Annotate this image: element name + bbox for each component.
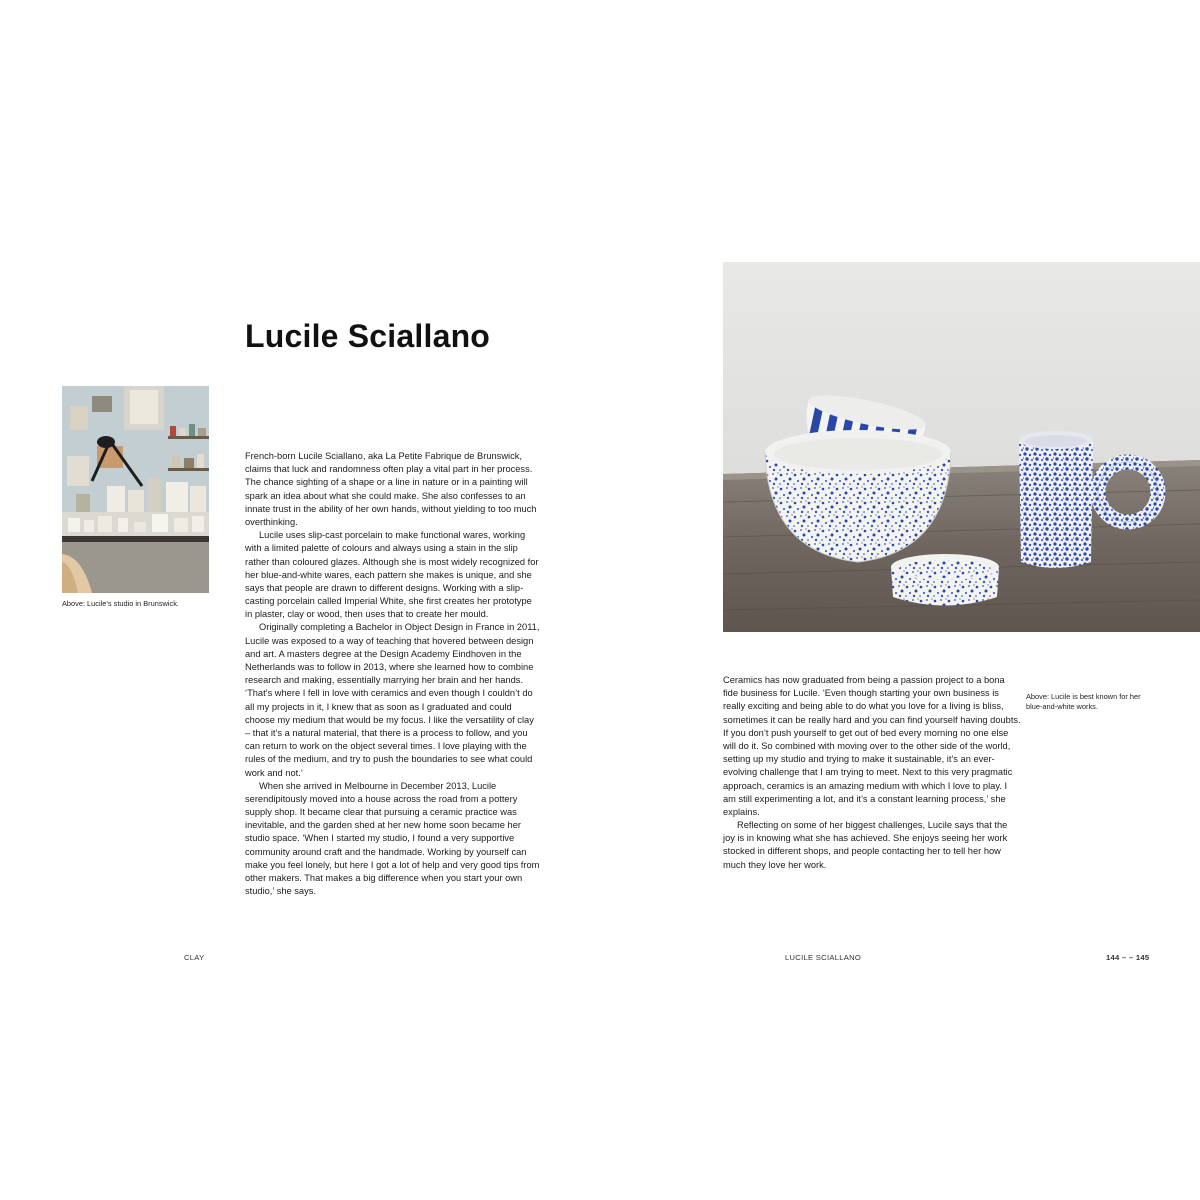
paragraph: French-born Lucile Sciallano, aka La Petite Fabrique de Brunswick, claims that luck and randomness often play a vital part in her process. The chance sighting of a shape or a line in nature or in a painting will spark an idea about what she could make. She also confesses to an innate trust in the ability of her own hands, without yielding to too much overthinking. <box>245 451 537 527</box>
right-body-column <box>723 674 1021 872</box>
article-title: Lucile Sciallano <box>245 318 491 354</box>
ceramics-photo-caption: Above: Lucile is best known for her blue-and-white works. <box>1026 692 1141 711</box>
left-body-column <box>245 450 540 898</box>
paragraph: Ceramics has now graduated from being a passion project to a bona fide business for Lucile. ‘Even though starting your own business is really exciting and being able to do what you love for a living is bliss, sometimes it can be really hard and you can find yourself having doubts. If you don’t push yourself to get out of bed every morning no one else will do it. So combined with moving over to the other side of the world, setting up my studio and trying to make it sustainable, it’s an ever-evolving challenge that I am trying to meet. Next to this very pragmatic approach, ceramics is an amazing medium with which I love to play. I am still experimenting a lot, and it’s a constant learning process,’ she explains. <box>723 675 1021 817</box>
paragraph: Reflecting on some of her biggest challenges, Lucile says that the joy is in knowing what she has achieved. She enjoys seeing her work stocked in different shops, and people contacting her to tell her how much they love her work. <box>723 820 1008 870</box>
ceramics-photo-illustration <box>723 262 1200 632</box>
footer-running-head: LUCILE SCIALLANO <box>785 953 862 962</box>
studio-photo <box>62 386 209 593</box>
paragraph: Originally completing a Bachelor in Object Design in France in 2011, Lucile was exposed to a way of teaching that hovered between design and art. A masters degree at the Design Academy Eindhoven in the Netherlands was to follow in 2013, where she learned how to combine research and making, essentially marrying her brain and her hands. ‘That’s where I fell in love with ceramics and even though I couldn’t do all my projects in it, I knew that as soon as I graduated and could choose my medium that would be my focus. I like the versatility of clay – that it’s a natural material, that there is a process to follow, and you can return to work on the object several times. I love playing with the rules of the medium, and try to push the boundaries to see what could work and not.’ <box>245 622 540 778</box>
footer-page-numbers: 144 – – 145 <box>1106 953 1150 962</box>
footer-section-label: CLAY <box>184 953 205 962</box>
paragraph: When she arrived in Melbourne in December 2013, Lucile serendipitously moved into a house across the road from a pottery supply shop. It became clear that pursuing a ceramic practice was inevitable, and the garden shed at her new home soon became her studio space. ‘When I started my studio, I found a very supportive community around craft and the handmade. Working by yourself can make you feel lonely, but here I got a lot of help and very good tips from other makers. That makes a big difference when you start your own studio,’ she says. <box>245 780 540 897</box>
studio-photo-illustration <box>62 386 209 593</box>
studio-photo-caption: Above: Lucile’s studio in Brunswick. <box>62 599 179 608</box>
ceramics-photo <box>723 262 1200 632</box>
paragraph: Lucile uses slip-cast porcelain to make functional wares, working with a limited palette of colours and always using a stain in the slip rather than coloured glazes. Although she is most widely recognized for her blue-and-white wares, each pattern she makes is unique, and she says that people are drawn to different designs. Working with a slip-casting porcelain called Imperial White, she first creates her prototype in plaster, clay or wood, then uses that to create her mould. <box>245 530 539 620</box>
